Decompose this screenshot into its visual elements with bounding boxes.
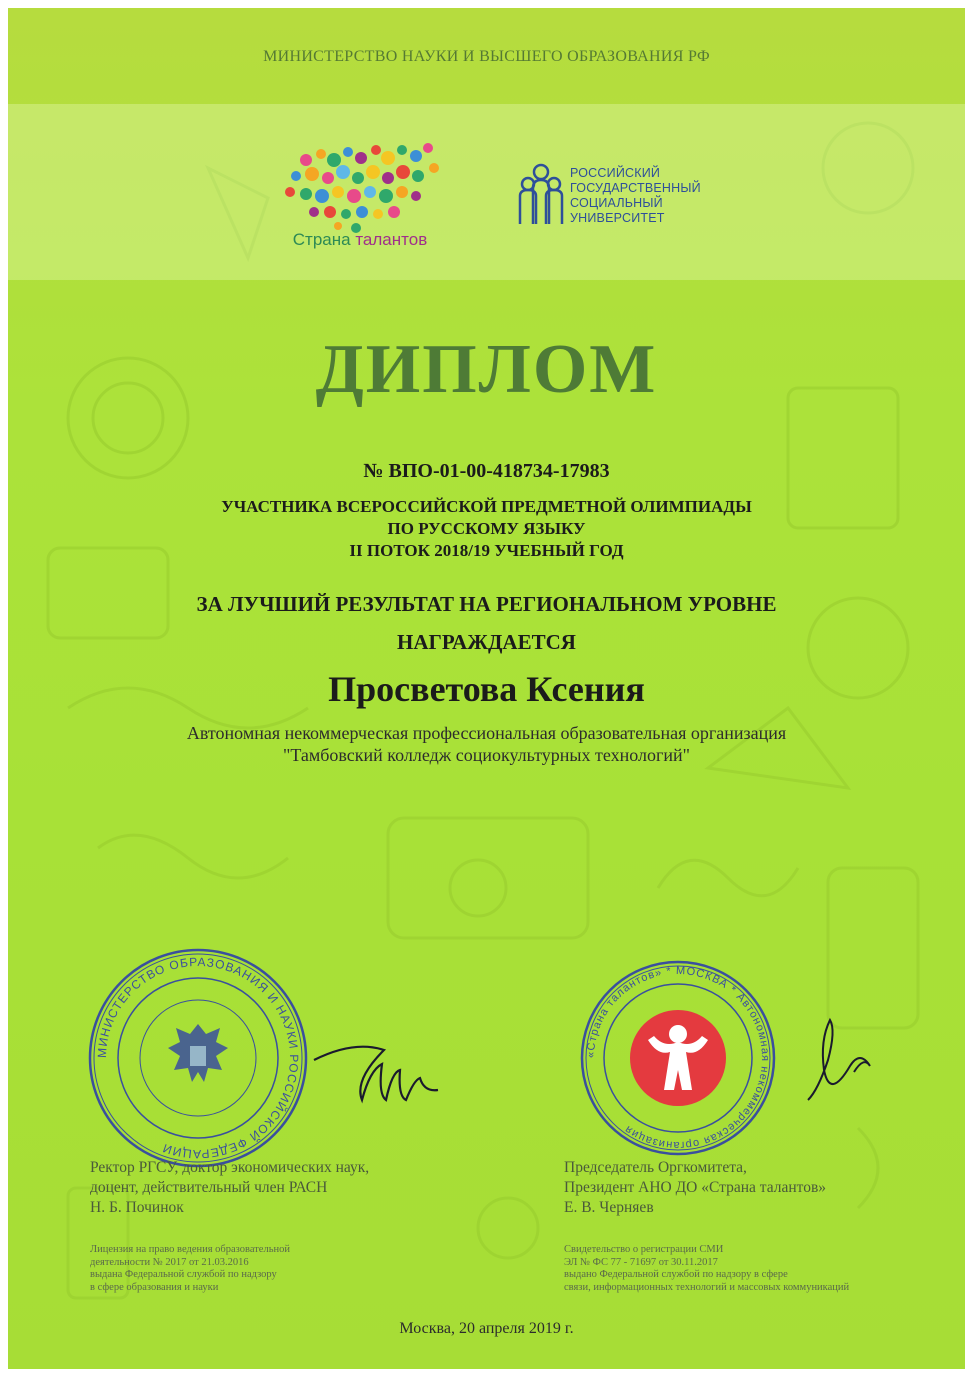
rgsu-seal-icon (86, 946, 310, 1170)
note-line: выдано Федеральной службой по надзору в сфере (564, 1269, 788, 1280)
rgsu-line: СОЦИАЛЬНЫЙ (570, 196, 663, 210)
signatory-name: Н. Б. Починок (90, 1199, 184, 1216)
note-line: в сфере образования и науки (90, 1281, 219, 1293)
note-line: Лицензия на право ведения образовательной (90, 1244, 290, 1255)
award-statement: НАГРАЖДАЕТСЯ (397, 630, 576, 654)
rgsu-logo-icon (516, 162, 566, 226)
diploma-title: ДИПЛОМ (315, 331, 658, 408)
chairman-signature-block (564, 1158, 826, 1218)
rector-signature-icon (308, 1030, 448, 1116)
olympiad-description (8, 496, 965, 562)
note-line: выдана Федеральной службой по надзору (90, 1269, 277, 1280)
seal-ring-text: «Страна талантов» * МОСКВА * Автономная некоммерческая организация (584, 964, 772, 1152)
note-line: ЭЛ № ФС 77 - 71697 от 30.11.2017 (564, 1256, 718, 1268)
rgsu-line: УНИВЕРСИТЕТ (570, 211, 665, 225)
signatory-line: Председатель Оргкомитета, (564, 1159, 747, 1176)
organization-line: "Тамбовский колледж социокультурных технологий" (282, 745, 691, 765)
chairman-signature-icon (788, 1010, 888, 1110)
signatory-line: Президент АНО ДО «Страна талантов» (564, 1179, 827, 1196)
rgsu-line: ГОСУДАРСТВЕННЫЙ (570, 181, 701, 195)
rector-signature-block (90, 1158, 369, 1218)
organization-line: Автономная некоммерческая профессиональная образовательная организация (186, 723, 787, 743)
result-statement: ЗА ЛУЧШИЙ РЕЗУЛЬТАТ НА РЕГИОНАЛЬНОМ УРОВНЕ (196, 592, 777, 616)
note-line: связи, информационных технологий и массовых коммуникаций (564, 1281, 850, 1293)
olympiad-line: ПО РУССКОМУ ЯЗЫКУ (387, 519, 586, 538)
recipient-name: Просветова Ксения (328, 669, 645, 709)
signatory-line: Ректор РГСУ, доктор экономических наук, (90, 1159, 370, 1176)
license-note (90, 1244, 290, 1294)
recipient-organization (8, 722, 965, 766)
rgsu-line: РОССИЙСКИЙ (570, 166, 661, 180)
seal-ring-text: МИНИСТЕРСТВО ОБРАЗОВАНИЯ И НАУКИ РОССИЙСКОЙ ФЕДЕРАЦИИ (94, 954, 302, 1162)
signatory-line: доцент, действительный член РАСН (90, 1179, 328, 1196)
logo-word-strana: Страна (292, 230, 351, 249)
olympiad-line: УЧАСТНИКА ВСЕРОССИЙСКОЙ ПРЕДМЕТНОЙ ОЛИМПИАДЫ (221, 497, 752, 516)
olympiad-line: II ПОТОК 2018/19 УЧЕБНЫЙ ГОД (349, 541, 624, 560)
ministry-header: МИНИСТЕРСТВО НАУКИ И ВЫСШЕГО ОБРАЗОВАНИЯ РФ (263, 48, 710, 65)
strana-talantov-logo-text (270, 230, 450, 250)
diploma-number: № ВПО-01-00-418734-17983 (363, 460, 610, 482)
media-registration-note (564, 1244, 849, 1294)
strana-talantov-seal-icon (578, 958, 778, 1158)
issue-date: Москва, 20 апреля 2019 г. (399, 1320, 574, 1337)
signatory-name: Е. В. Черняев (564, 1199, 654, 1216)
rgsu-logo-text (570, 166, 701, 226)
note-line: деятельности № 2017 от 21.03.2016 (90, 1256, 249, 1268)
note-line: Свидетельство о регистрации СМИ (564, 1244, 724, 1255)
diploma-sheet (8, 8, 965, 1369)
logo-word-talantov: талантов (355, 230, 428, 249)
header-band (8, 104, 965, 280)
